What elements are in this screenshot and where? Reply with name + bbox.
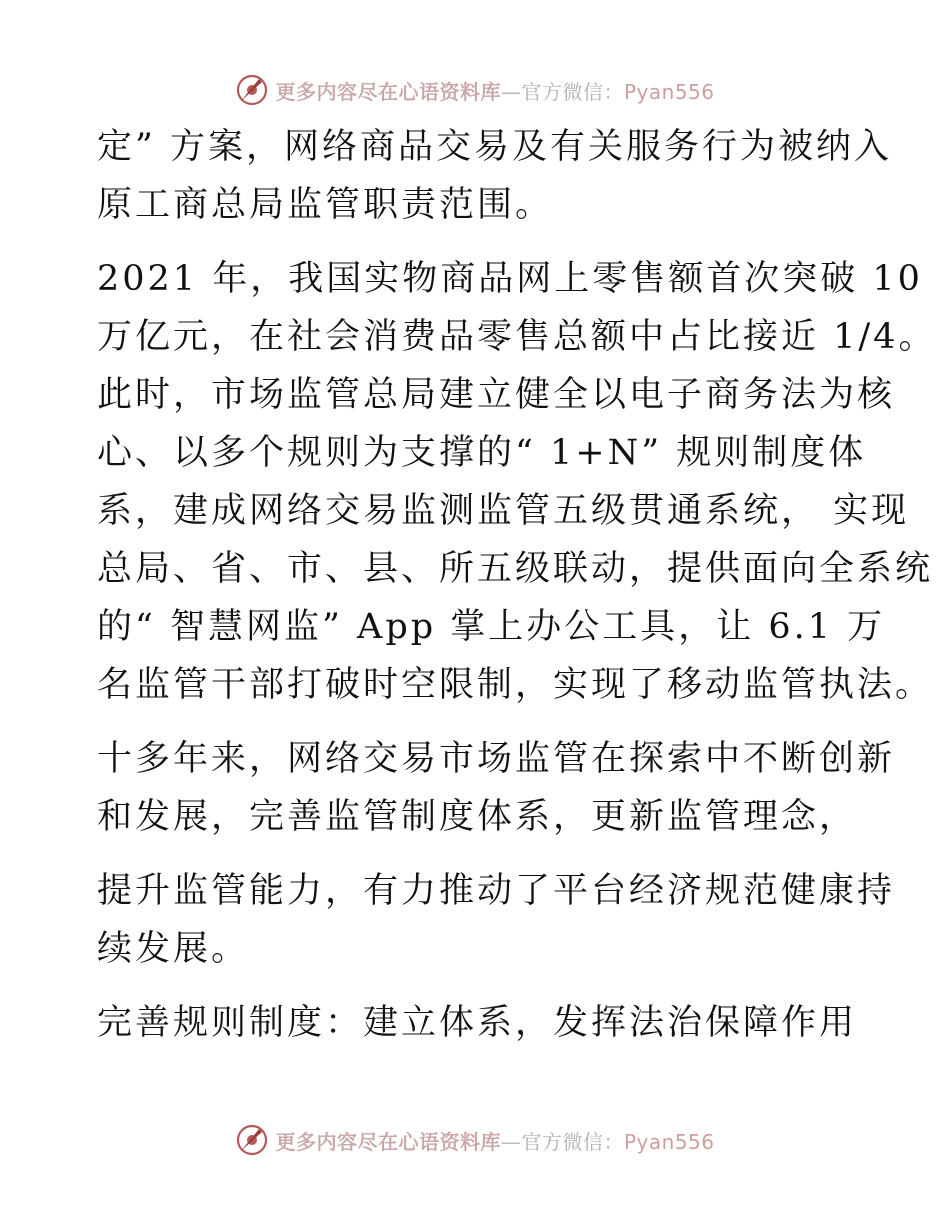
document-body [97, 118, 937, 1052]
quill-seal-icon [235, 1123, 269, 1157]
quill-seal-icon [235, 73, 269, 107]
text-line: 系，建成网络交易监测监管五级贯通系统， 实现 [97, 491, 910, 531]
text-line: 续发展。 [97, 929, 250, 969]
watermark-brand: 更多内容尽在心语资料库 [275, 1129, 501, 1154]
watermark-wechat-id: Pyan556 [623, 1129, 715, 1154]
text-line: 万亿元，在社会消费品零售总额中占比接近 1/4。 [97, 317, 937, 357]
text-line: 名监管干部打破时空限制，实现了移动监管执法。 [97, 665, 934, 705]
text-line: 原工商总局监管职责范围。 [97, 185, 554, 225]
footer-watermark [0, 1120, 950, 1160]
text-line: 定” 方案，网络商品交易及有关服务行为被纳入 [97, 127, 893, 167]
text-line: 完善规则制度：建立体系，发挥法治保障作用 [97, 1003, 858, 1043]
paragraph [97, 118, 893, 234]
text-line: 和发展，完善监管制度体系，更新监管理念， [97, 797, 858, 837]
header-watermark [0, 70, 950, 110]
watermark-wechat-label: 官方微信： [521, 1129, 624, 1154]
text-line: 十多年来，网络交易市场监管在探索中不断创新 [97, 739, 896, 779]
paragraph [97, 250, 937, 714]
watermark-wechat-id: Pyan556 [623, 79, 715, 104]
paragraph [97, 730, 896, 846]
text-line: 心、以多个规则为支撑的“ 1+N” 规则制度体 [97, 433, 867, 473]
paragraph [97, 862, 896, 978]
watermark-wechat-label: 官方微信： [521, 79, 624, 104]
text-line: 2021 年，我国实物商品网上零售额首次突破 10 [97, 259, 923, 299]
watermark-separator: — [500, 1129, 522, 1154]
text-line: 的“ 智慧网监” App 掌上办公工具，让 6.1 万 [97, 607, 886, 647]
text-line: 此时，市场监管总局建立健全以电子商务法为核 [97, 375, 896, 415]
watermark-text [275, 1126, 714, 1155]
watermark-text [275, 76, 714, 105]
text-line: 总局、省、市、县、所五级联动，提供面向全系统 [97, 549, 934, 589]
section-heading [97, 994, 857, 1052]
watermark-separator: — [500, 79, 522, 104]
text-line: 提升监管能力，有力推动了平台经济规范健康持 [97, 871, 896, 911]
watermark-brand: 更多内容尽在心语资料库 [275, 79, 501, 104]
